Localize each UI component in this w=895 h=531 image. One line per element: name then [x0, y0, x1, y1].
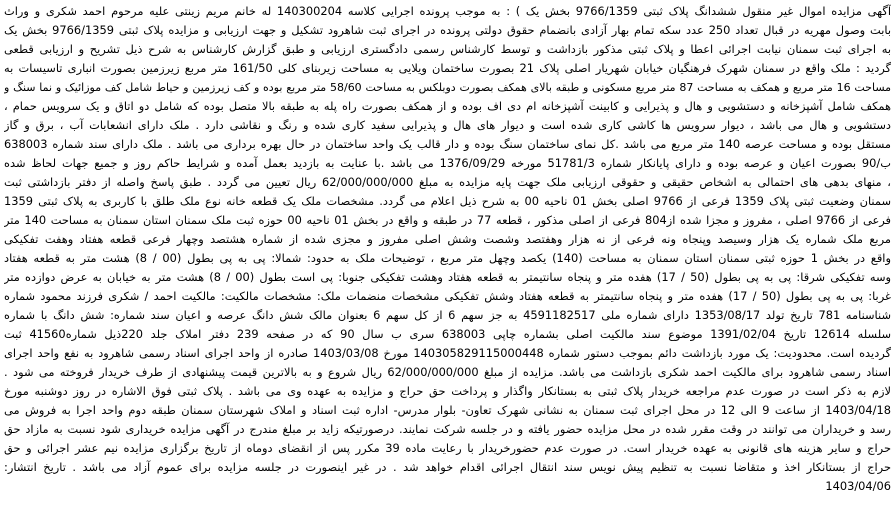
notice-line: سمنان وضعیت ثبتی پلاک 1359 فرعی از 9766 اصلی بخش 01 ناحیه 00 به شرح ذیل اعلام می گردد. مشخصات ملک یک قطعه خانه نوع ملک طلق با کاربری به پلاک ثبتی 1359: [4, 194, 891, 208]
notice-line: بابت وصول مهریه در قبال تعداد 250 عدد سکه تمام بهار آزادی بانضمام حقوق دولتی پرونده در اجرای ثبت شاهرود تشکیل و جهت ارزیابی و مزایده پلاک ثبتی 9766/1359 بخش یک: [4, 23, 891, 37]
notice-line: گردیده است. محدودیت: یک مورد بازداشت دائم بموجب دستور شماره 140305829115000448 مورخ 1403/03/08 صادره از واحد اجرای اسناد رسمی شاهرود به نفع واحد اجرای: [4, 346, 891, 360]
notice-line: سلسله 12614 تاریخ 1391/02/04 موضوع سند مالکیت اصلی بشماره چاپی 638003 سری ب سال 90 که در صفحه 239 دفتر املاک جلد 220ذیل شماره41560 ثبت: [4, 327, 891, 341]
notice-line: آگهی مزایده اموال غیر منقول ششدانگ پلاک ثبتی 9766/1359 بخش یک ) : به موجب پرونده اجرایی کلاسه 140300204 له خانم مریم زینتی علیه مرحوم احمد شکری و وراث: [4, 4, 891, 18]
notice-line: شناسنامه 781 تاریخ تولد 1353/08/17 دارای شماره ملی 4591182517 به جز سهم 6 از کل سهم 6 بعنوان مالک شش دانگ عرصه و اعیان سند شماره: شش دانگ با شماره: [4, 308, 891, 322]
notice-line: لازم به ذکر است در صورت عدم مراجعه خریدار پلاک ثبتی به بستانکار واگذار و پرداخت حق حراج و مزایده به عهده وی می باشد . پلاک ثبتی فوق الاشاره در روز دوشنبه مورخ: [4, 384, 891, 398]
notice-line: حراج از بستانکار اخذ و متقاضا نسبت به تنظیم پیش نویس سند انتقال اجرائی اقدام خواهد شد . در غیر اینصورت در جلسه مزایده برای عموم آزاد می باشد . تاریخ انتشار:: [4, 460, 891, 474]
publish-date: 1403/04/06: [825, 479, 891, 493]
notice-line: همکف شامل آشپزخانه و دستشویی و هال و پذیرایی و کابینت آشپزخانه ام دی اف بوده و از همکف بصورت راه پله به طبقه بالا متصل بوده که شامل دو اتاق و یک سرویس حمام ،: [4, 99, 891, 113]
notice-line: وسه تفکیکی شرقا: پی به پی بطول (50 / 17) هفده متر و پنجاه سانتیمتر به قطعه هفتاد وهشت تفکیکی جنوبا: پی است بطول (00 / 8) هشت متر به خیابان به عرض دوازده متر: [4, 270, 891, 284]
notice-line: 1403/04/18 از ساعت 9 الی 12 در محل اجرای ثبت سمنان به نشانی شهرک تعاون- بلوار مدرس- اداره ثبت اسناد و املاک شهرستان سمنان طبقه دوم واحد اجرا به فروش می: [4, 403, 891, 417]
notice-line: واقع در بخش 1 حوزه ثبتی سمنان استان سمنان به مساحت (140) یکصد وچهل متر مربع ، توضیحات ملک به حدود: شمالا: پی به پی بطول (00 / 8) هشت متر به قطعه هفتاد: [4, 251, 891, 265]
notice-line: فرعی از 9766 اصلی ، مفروز و مجزا شده از804 فرعی از اصلی مذکور ، قطعه 77 در طبقه و واقع در بخش 01 ناحیه 00 حوزه ثبت ملک سمنان استان سمنان به مساحت 140 متر: [4, 213, 891, 227]
notice-line: گردید : ملک واقع در سمنان شهرک فرهنگیان خیابان شهریار اصلی پلاک 21 بصورت ساختمان ویلایی به مساحت زیربنای کلی 161/50 متر مربع زیرزمین بصورت انباری تاسیسات به: [4, 61, 891, 75]
notice-line: ، منهای بدهی های احتمالی به اشخاص حقیقی و حقوقی ارزیابی ملک جهت پایه مزایده به مبلغ 62/000/000/000 ریال تعیین می گردد . طبق پاسخ واصله از دفتر بازداشتی ثبت: [4, 175, 891, 189]
notice-line: مربع ملک شماره یک هزار وسیصد وپنجاه ونه فرعی از نه هزار وهفتصد وشصت وشش اصلی مفروز و مجزی شده از شماره هشتصد وچهار فرعی قطعه هفتاد وهفت تفکیکی: [4, 232, 891, 246]
notice-line: دستشویی و هال می باشد ، دیوار سرویس ها کاشی کاری شده است و دیوار های هال و پذیرایی سفید کاری شده و رنگ و نقاشی دارد . ملک دارای انشعابات آب ، برق و گاز: [4, 118, 891, 132]
notice-line: ب/90 بصورت اعیان و عرصه بوده و دارای پایانکار شماره 51781/3 مورخه 1376/09/29 می باشد .با عنایت به بازدید بعمل آمده و شرایط حاکم روز و جمیع جهات لحاظ شده: [4, 156, 891, 170]
notice-line: مستقل بوده و مساحت عرصه 140 متر مربع می باشد .کل نمای ساختمان سنگ بوده و دار قالب یک واحد ساختمان در حال بهره برداری می باشد . ملک دارای سند شماره 638003: [4, 137, 891, 151]
notice-line: رسد و خریداران می توانند در وقت مقرر شده در محل مزایده حضور یافته و در جلسه شرکت نمایند. درصورتیکه زاید بر مبلغ مندرج در آگهی مزایده خریداری شود نسبت به مازاد حق: [4, 422, 891, 436]
notice-line: به اجرای ثبت سمنان نیابت اجرائی اعطا و پلاک ثبتی مذکور بازداشت و توسط کارشناس رسمی دادگستری ارزیابی و طبق گزارش کارشناس به شرح ذیل تشریح و ارزیابی قطعی: [4, 42, 891, 56]
notice-line: مساحت 16 متر مربع و همکف به مساحت 87 متر مربع مسکونی و طبقه بالای همکف بصورت دوبلکس به مساحت 58/60 متر مربع بوده و کف زیرزمین و حیاط شامل کف موزائیک و نما سنگ و: [4, 81, 891, 94]
notice-line: حراج و سایر هزینه های قانونی به عهده خریدار است. در صورت عدم حضورخریدار با رعایت ماده 39 مکرر پس از انقضای دوماه از تاریخ برگزاری مزایده نیم عشر اجرائی و حق: [4, 441, 891, 455]
notice-line: غربا: پی به پی بطول (50 / 17) هفده متر و پنجاه سانتیمتر به قطعه هفتاد وشش تفکیکی مشخصات منضمات ملک: مشخصات مالکیت: مالکیت احمد / شکری فرزند محمود شماره: [4, 289, 891, 303]
notice-line: اسناد رسمی شاهرود برای مالکیت احمد شکری بازداشت می باشد. مزایده از مبلغ 62/000/000/000 ریال شروع و به بالاترین قیمت پیشنهادی از طرف خریدار فروخته می شود .: [4, 365, 891, 379]
